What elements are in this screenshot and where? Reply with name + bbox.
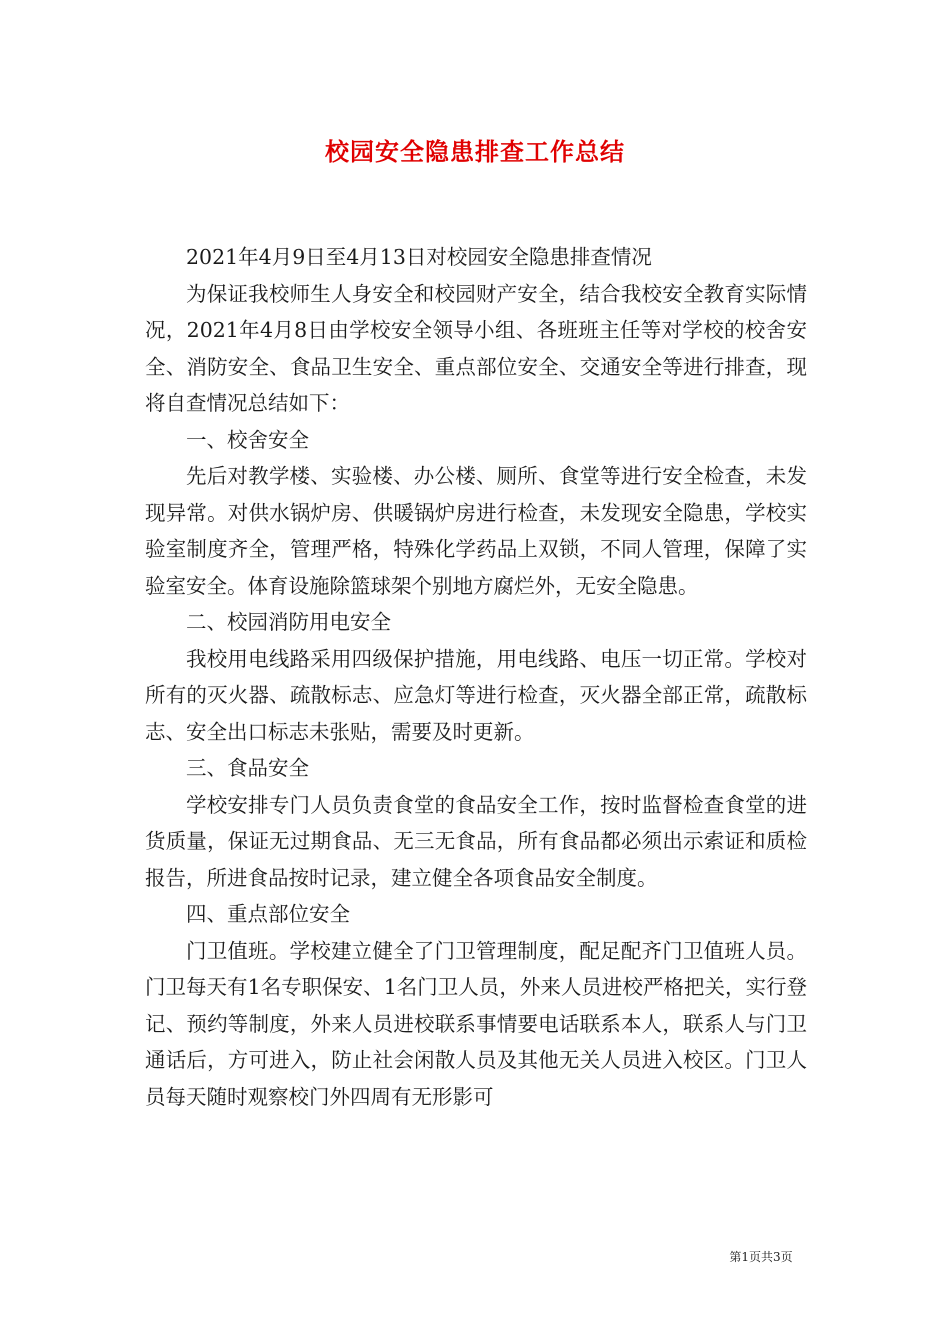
heading-dormitory-safety: 一、校舍安全 [186, 427, 309, 452]
page-number: 第1页共3页 [729, 1250, 793, 1264]
paragraph-food-safety: 学校安排专门人员负责食堂的食品安全工作，按时监督检查食堂的进货质量，保证无过期食品、无三无食品，所有食品都必须出示索证和质检报告，所进食品按时记录，建立健全各项食品安全制度。 [145, 792, 807, 890]
paragraph-key-area-safety: 门卫值班。学校建立健全了门卫管理制度，配足配齐门卫值班人员。门卫每天有1名专职保安、1名门卫人员，外来人员进校严格把关，实行登记、预约等制度，外来人员进校联系事情要电话联系本人，联系人与门卫通话后，方可进入，防止社会闲散人员及其他无关人员进入校区。门卫人员每天随时观察校门外四周有无形影可 [145, 938, 807, 1109]
paragraph-intro: 为保证我校师生人身安全和校园财产安全，结合我校安全教育实际情况，2021年4月8日由学校安全领导小组、各班班主任等对学校的校舍安全、消防安全、食品卫生安全、重点部位安全、交通安全等进行排查，现将自查情况总结如下： [145, 281, 807, 415]
heading-fire-electric-safety: 二、校园消防用电安全 [186, 610, 391, 634]
heading-food-safety: 三、食品安全 [186, 756, 309, 780]
paragraph-dormitory-safety: 先后对教学楼、实验楼、办公楼、厕所、食堂等进行安全检查，未发现异常。对供水锅炉房、供暖锅炉房进行检查，未发现安全隐患，学校实验室制度齐全，管理严格，特殊化学药品上双锁，不同人管理，保障了实验室安全。体育设施除篮球架个别地方腐烂外，无安全隐患。 [145, 464, 807, 598]
paragraph-date-line: 2021年4月9日至4月13日对校园安全隐患排查情况 [186, 245, 652, 269]
paragraph-fire-electric-safety: 我校用电线路采用四级保护措施，用电线路、电压一切正常。学校对所有的灭火器、疏散标志、应急灯等进行检查，灭火器全部正常，疏散标志、安全出口标志未张贴，需要及时更新。 [145, 646, 807, 744]
document-title: 校园安全隐患排查工作总结 [325, 137, 625, 166]
document-body [145, 239, 807, 1115]
heading-key-area-safety: 四、重点部位安全 [186, 902, 350, 926]
